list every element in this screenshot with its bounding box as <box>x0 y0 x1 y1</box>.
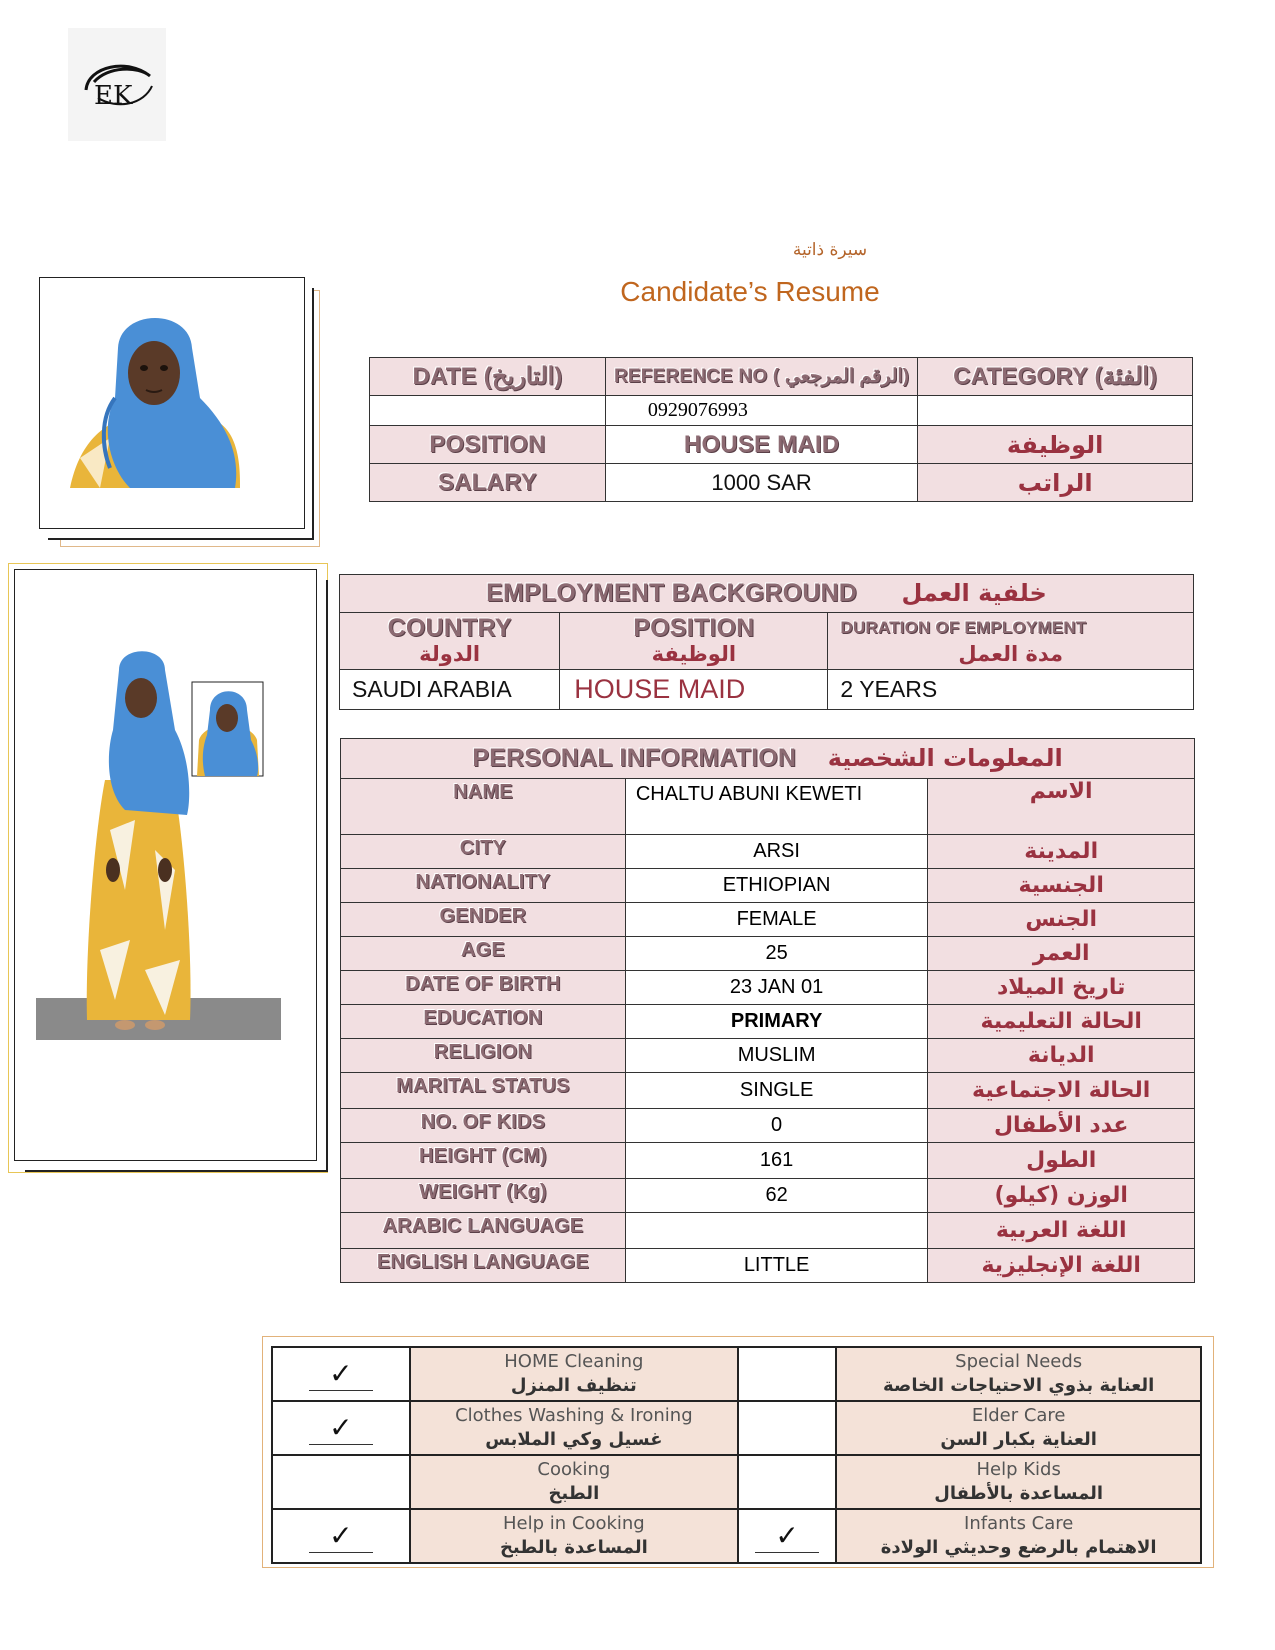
personal-row <box>341 1073 1195 1109</box>
headshot-photo <box>39 277 305 529</box>
personal-label: RELIGION <box>433 1041 533 1063</box>
personal-label: MARITAL STATUS <box>396 1075 570 1097</box>
personal-row <box>341 903 1195 937</box>
date-value <box>370 396 606 426</box>
skill-row <box>272 1401 1201 1455</box>
reference-value: 0929076993 <box>605 396 917 426</box>
skill-cell <box>836 1347 1201 1401</box>
skill-name-arabic: المساعدة بالطبخ <box>499 1537 648 1558</box>
employment-country: SAUDI ARABIA <box>340 670 560 710</box>
employment-title: EMPLOYMENT BACKGROUND <box>486 579 858 607</box>
skill-cell <box>410 1455 738 1509</box>
personal-row <box>341 779 1195 835</box>
personal-arabic: اللغة الإنجليزية <box>981 1253 1141 1278</box>
checkmark-icon: ✓ <box>329 1412 353 1443</box>
personal-value: 23 JAN 01 <box>625 971 928 1005</box>
employment-row <box>340 670 1194 710</box>
skill-name-arabic: العناية بذوي الاحتياجات الخاصة <box>883 1375 1155 1396</box>
skill-cell <box>410 1347 738 1401</box>
personal-value: 161 <box>625 1143 928 1179</box>
personal-row <box>341 1179 1195 1213</box>
skill-check-cell <box>738 1455 836 1509</box>
personal-value <box>625 1213 928 1249</box>
skill-name-arabic: تنظيف المنزل <box>510 1375 637 1396</box>
personal-label: AGE <box>460 939 505 961</box>
country-label: COUNTRY <box>387 614 512 642</box>
category-label: CATEGORY (الفئة) <box>953 363 1158 390</box>
skill-cell <box>410 1401 738 1455</box>
personal-value: 25 <box>625 937 928 971</box>
skill-name-arabic: العناية بكبار السن <box>940 1429 1097 1450</box>
duration-label: DURATION OF EMPLOYMENT <box>840 618 1087 637</box>
reference-table <box>369 357 1193 502</box>
personal-row <box>341 869 1195 903</box>
skill-check-cell <box>738 1347 836 1401</box>
personal-arabic: الطول <box>1026 1148 1097 1173</box>
skill-name: Elder Care <box>971 1405 1066 1426</box>
personal-value: MUSLIM <box>625 1039 928 1073</box>
category-value <box>918 396 1193 426</box>
personal-row <box>341 1249 1195 1283</box>
personal-arabic: العمر <box>1032 941 1090 966</box>
personal-value: ARSI <box>625 835 928 869</box>
personal-label: NAME <box>453 781 513 803</box>
personal-value: LITTLE <box>625 1249 928 1283</box>
skill-name: Cooking <box>537 1459 611 1480</box>
personal-arabic: الديانة <box>1027 1043 1095 1068</box>
skill-check-cell <box>738 1401 836 1455</box>
employment-duration: 2 YEARS <box>828 670 1194 710</box>
reference-label: REFERENCE NO ( الرقم المرجعي) <box>613 366 910 387</box>
employment-position: HOUSE MAID <box>560 670 828 710</box>
personal-arabic: الجنسية <box>1018 873 1104 898</box>
personal-label: NO. OF KIDS <box>420 1111 546 1133</box>
skill-name: Infants Care <box>964 1513 1074 1534</box>
position-arabic: الوظيفة <box>1006 430 1104 459</box>
personal-row <box>341 835 1195 869</box>
duration-arabic: مدة العمل <box>958 642 1063 666</box>
skill-row <box>272 1455 1201 1509</box>
skill-name: Help Kids <box>976 1459 1061 1480</box>
personal-value: 0 <box>625 1109 928 1143</box>
salary-value: 1000 SAR <box>605 464 917 502</box>
personal-value: SINGLE <box>625 1073 928 1109</box>
personal-title-arabic: المعلومات الشخصية <box>827 744 1063 772</box>
skills-table <box>271 1346 1202 1564</box>
full-body-photo <box>14 569 317 1161</box>
personal-arabic: عدد الأطفال <box>993 1113 1129 1138</box>
employment-table <box>339 574 1194 710</box>
checkmark-icon: ✓ <box>329 1358 353 1389</box>
skill-row <box>272 1347 1201 1401</box>
page-title: Candidate’s Resume <box>620 276 880 307</box>
salary-label: SALARY <box>437 468 537 496</box>
skill-row <box>272 1509 1201 1563</box>
personal-value: FEMALE <box>625 903 928 937</box>
skill-cell <box>836 1455 1201 1509</box>
emp-position-label: POSITION <box>633 614 755 642</box>
skill-cell <box>836 1401 1201 1455</box>
personal-label: HEIGHT (CM) <box>419 1145 547 1167</box>
date-label: DATE (التاريخ) <box>412 363 563 390</box>
checkmark-icon: ✓ <box>775 1520 799 1551</box>
personal-arabic: المدينة <box>1024 839 1099 864</box>
personal-row <box>341 1143 1195 1179</box>
skill-name-arabic: غسيل وكي الملابس <box>485 1429 663 1450</box>
personal-row <box>341 1005 1195 1039</box>
skill-name: HOME Cleaning <box>504 1351 644 1372</box>
personal-arabic: اللغة العربية <box>995 1218 1127 1243</box>
skill-check-cell <box>272 1347 410 1401</box>
skill-check-cell <box>272 1509 410 1563</box>
skill-name-arabic: الاهتمام بالرضع وحديثي الولادة <box>880 1537 1157 1558</box>
personal-row <box>341 1039 1195 1073</box>
company-logo <box>68 28 166 141</box>
skill-cell <box>410 1509 738 1563</box>
personal-label: NATIONALITY <box>415 871 551 893</box>
skill-name-arabic: الطبخ <box>548 1483 600 1504</box>
personal-label: WEIGHT (Kg) <box>419 1181 547 1203</box>
personal-label: ARABIC LANGUAGE <box>382 1215 584 1237</box>
employment-title-arabic: خلفية العمل <box>901 579 1047 607</box>
personal-arabic: الجنس <box>1025 907 1098 932</box>
skill-check-cell <box>738 1509 836 1563</box>
personal-label: CITY <box>459 837 507 859</box>
personal-label: EDUCATION <box>423 1007 543 1029</box>
personal-row <box>341 1109 1195 1143</box>
arabic-title: سيرة ذاتية <box>792 240 868 260</box>
personal-title: PERSONAL INFORMATION <box>472 744 797 772</box>
personal-arabic: تاريخ الميلاد <box>996 975 1126 1000</box>
salary-arabic: الراتب <box>1017 468 1093 497</box>
personal-value: PRIMARY <box>625 1005 928 1039</box>
personal-arabic: الوزن (كيلو) <box>994 1183 1128 1208</box>
logo-text: EK <box>94 81 133 111</box>
position-label: POSITION <box>429 430 546 458</box>
checkmark-icon: ✓ <box>329 1520 353 1551</box>
skill-check-cell <box>272 1401 410 1455</box>
country-arabic: الدولة <box>419 642 481 666</box>
skill-cell <box>836 1509 1201 1563</box>
position-value: HOUSE MAID <box>683 430 840 458</box>
personal-value: CHALTU ABUNI KEWETI <box>625 779 928 835</box>
skill-name: Clothes Washing & Ironing <box>455 1405 693 1426</box>
personal-label: ENGLISH LANGUAGE <box>376 1251 589 1273</box>
personal-arabic: الاسم <box>1029 779 1093 804</box>
skill-name: Special Needs <box>955 1351 1083 1372</box>
emp-position-arabic: الوظيفة <box>651 642 737 666</box>
personal-value: 62 <box>625 1179 928 1213</box>
personal-label: GENDER <box>439 905 527 927</box>
personal-info-table <box>340 738 1195 1283</box>
skill-name: Help in Cooking <box>502 1513 645 1534</box>
skill-check-cell <box>272 1455 410 1509</box>
personal-arabic: الحالة التعليمية <box>980 1009 1142 1034</box>
personal-row <box>341 937 1195 971</box>
personal-value: ETHIOPIAN <box>625 869 928 903</box>
personal-row <box>341 1213 1195 1249</box>
personal-arabic: الحالة الاجتماعية <box>972 1078 1151 1103</box>
skill-name-arabic: المساعدة بالأطفال <box>934 1483 1104 1504</box>
personal-label: DATE OF BIRTH <box>405 973 561 995</box>
personal-row <box>341 971 1195 1005</box>
